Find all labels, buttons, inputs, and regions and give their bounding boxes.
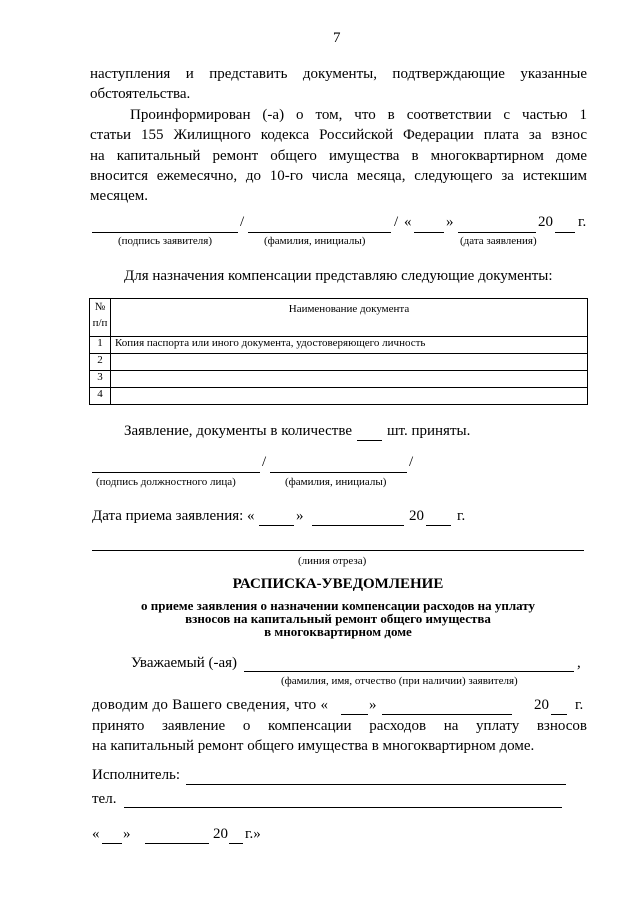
- cut-line: [92, 550, 584, 551]
- caption-date: (дата заявления): [460, 235, 537, 247]
- row-document-name[interactable]: [111, 388, 588, 405]
- caption-official-name: (фамилия, инициалы): [285, 476, 387, 488]
- inform-day-line[interactable]: [341, 714, 368, 715]
- table-header-row: [90, 299, 588, 337]
- row-document-name[interactable]: [111, 371, 588, 388]
- row-number: 1: [90, 337, 111, 354]
- para2-line1: Проинформирован (-а) о том, что в соответствии с частью 1: [130, 107, 587, 123]
- inform-line2: принято заявление о компенсации расходов на уплату взносов: [92, 718, 587, 734]
- greeting-comma: ,: [577, 655, 581, 671]
- year-prefix: 20: [538, 214, 553, 230]
- executor-line[interactable]: [186, 784, 566, 785]
- official-name-line[interactable]: [270, 472, 407, 473]
- receipt-day-line[interactable]: [259, 525, 294, 526]
- quote-close: »: [446, 214, 454, 230]
- receipt-year-line[interactable]: [426, 525, 451, 526]
- header-num: № п/п: [90, 299, 111, 337]
- caption-signature: (подпись заявителя): [118, 235, 213, 247]
- inform-start: доводим до Вашего сведения, что «: [92, 697, 329, 713]
- year-suffix: г.»: [245, 826, 261, 842]
- para1-line2: обстоятельства.: [90, 86, 191, 102]
- slash: /: [262, 454, 267, 470]
- phone-label: тел.: [92, 791, 117, 807]
- header-name: Наименование документа: [111, 299, 588, 337]
- table-row: [90, 337, 588, 354]
- receipt-subtitle-1: о приеме заявления о назначении компенсации расходов на уплату: [140, 598, 535, 613]
- para2-line2: статьи 155 Жилищного кодекса Российской Федерации плата за взнос: [90, 127, 587, 143]
- count-line[interactable]: [357, 440, 382, 441]
- signature-line[interactable]: [92, 232, 238, 233]
- receipt-subtitle-2: взносов на капитальный ремонт общего имущества: [185, 611, 491, 626]
- inform-year-line[interactable]: [551, 714, 567, 715]
- table-row: [90, 354, 588, 371]
- quote-open: «: [404, 214, 412, 230]
- year-suffix: г.: [578, 214, 587, 230]
- official-signature-line[interactable]: [92, 472, 260, 473]
- row-number: 3: [90, 371, 111, 388]
- inform-month-line[interactable]: [382, 714, 512, 715]
- slash: /: [409, 454, 414, 470]
- table-row: [90, 388, 588, 405]
- greeting: Уважаемый (-ая): [131, 655, 238, 671]
- receipt-month-line[interactable]: [312, 525, 404, 526]
- receipt-title: РАСПИСКА-УВЕДОМЛЕНИЕ: [232, 576, 444, 592]
- executor-label: Исполнитель:: [92, 767, 181, 783]
- para2-line3: на капитальный ремонт общего имущества в многоквартирном доме: [90, 148, 587, 164]
- row-document-name[interactable]: [111, 354, 588, 371]
- year-prefix: 20: [409, 508, 424, 524]
- table-row: [90, 371, 588, 388]
- page-number: 7: [333, 30, 341, 46]
- caption-official-signature: (подпись должностного лица): [96, 476, 236, 488]
- accepted-after: шт. приняты.: [387, 423, 471, 439]
- final-day-line[interactable]: [102, 843, 122, 844]
- quote-open: «: [92, 826, 100, 842]
- row-number: 4: [90, 388, 111, 405]
- year-prefix: 20: [213, 826, 228, 842]
- docs-intro: Для назначения компенсации представляю следующие документы:: [124, 268, 553, 284]
- slash: /: [394, 214, 399, 230]
- inform-line3: на капитальный ремонт общего имущества в многоквартирном доме.: [92, 738, 535, 754]
- name-line[interactable]: [248, 232, 391, 233]
- month-line[interactable]: [458, 232, 536, 233]
- para2-line4: вносится ежемесячно, до 10-го числа месяца, следующего за истекшим: [90, 168, 587, 184]
- slash: /: [240, 214, 245, 230]
- quote-close: »: [369, 697, 377, 713]
- day-line[interactable]: [414, 232, 444, 233]
- final-month-line[interactable]: [145, 843, 209, 844]
- applicant-name-line[interactable]: [244, 671, 574, 672]
- row-document-name[interactable]: Копия паспорта или иного документа, удостоверяющего личность: [111, 337, 588, 354]
- receipt-subtitle-3: в многоквартирном доме: [264, 624, 412, 639]
- row-number: 2: [90, 354, 111, 371]
- year-prefix: 20: [534, 697, 549, 713]
- accepted-before: Заявление, документы в количестве: [124, 423, 352, 439]
- year-suffix: г.: [575, 697, 584, 713]
- quote-close: »: [296, 508, 304, 524]
- greeting-caption: (фамилия, имя, отчество (при наличии) заявителя): [281, 675, 518, 687]
- para1-line1: наступления и представить документы, подтверждающие указанные: [90, 66, 587, 82]
- final-year-line[interactable]: [229, 843, 243, 844]
- year-line[interactable]: [555, 232, 575, 233]
- cut-line-caption: (линия отреза): [298, 555, 367, 567]
- quote-close: »: [123, 826, 131, 842]
- phone-line[interactable]: [124, 807, 562, 808]
- documents-table: [89, 298, 588, 405]
- year-suffix: г.: [457, 508, 466, 524]
- para2-last: месяцем.: [90, 188, 149, 204]
- receipt-date-label: Дата приема заявления: «: [92, 508, 255, 524]
- caption-name: (фамилия, инициалы): [264, 235, 366, 247]
